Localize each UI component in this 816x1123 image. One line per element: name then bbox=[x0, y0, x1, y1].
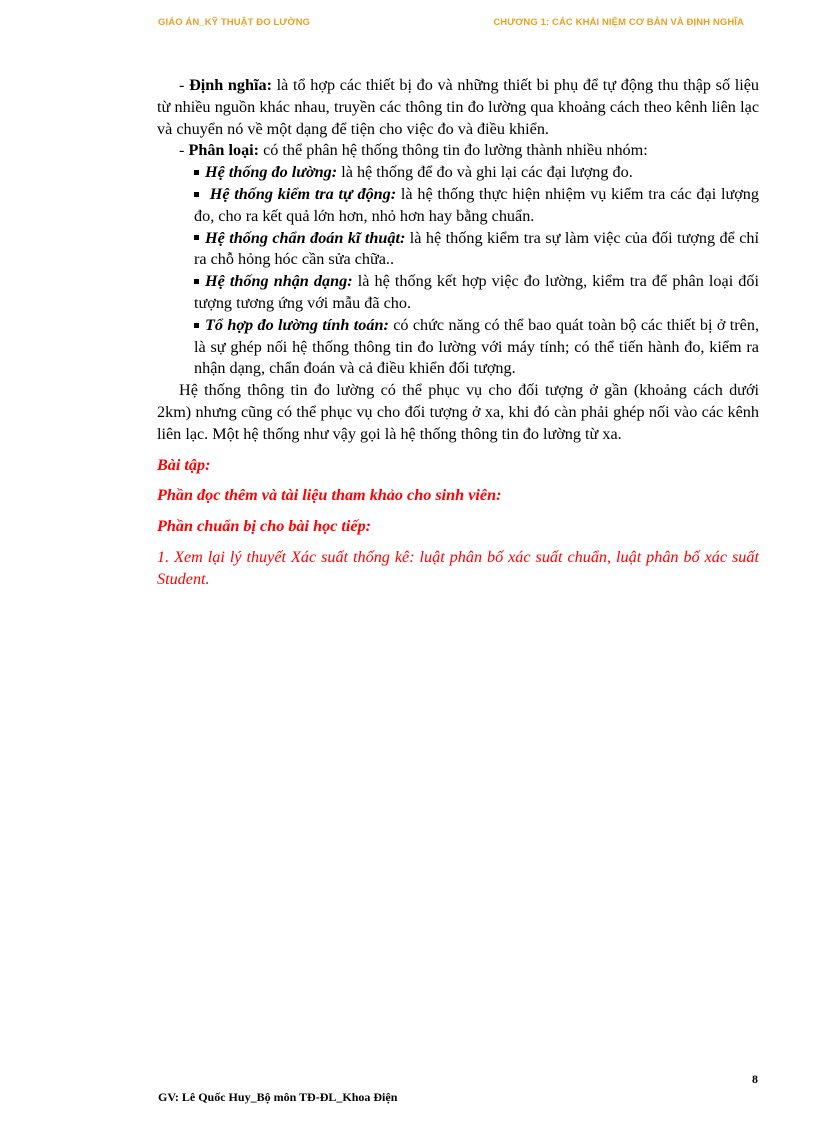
item-text: là hệ thống để đo và ghi lại các đại lượng đo. bbox=[337, 163, 633, 182]
item-term: Tổ hợp đo lường tính toán: bbox=[205, 315, 389, 334]
prep-heading: Phần chuẩn bị cho bài học tiếp: bbox=[157, 517, 372, 536]
list-item bbox=[194, 162, 759, 184]
footer-text: GV: Lê Quốc Huy_Bộ môn TĐ-ĐL_Khoa Điện bbox=[158, 1090, 398, 1104]
item-text: có chức năng có thể bao quát toàn bộ các thiết bị ở trên, là sự ghép nối hệ thống thông tin đo lường với máy tính; có thể tiến hành đo, kiểm ra nhận dạng, chẩn đoán và cả điều khiển đối tượng. bbox=[194, 315, 759, 378]
list-item bbox=[194, 315, 759, 380]
classification-dash: - bbox=[179, 141, 189, 160]
exercise-heading: Bài tập: bbox=[157, 455, 211, 474]
bullet-icon bbox=[194, 192, 199, 197]
header-right: CHƯƠNG 1: CÁC KHÁI NIỆM CƠ BẢN VÀ ĐỊNH NGHĨA bbox=[493, 17, 744, 28]
page-number: 8 bbox=[752, 1072, 758, 1086]
item-term: Hệ thống chẩn đoán kĩ thuật: bbox=[205, 228, 406, 247]
definition-paragraph bbox=[157, 75, 759, 140]
document-body bbox=[157, 75, 759, 591]
list-item bbox=[194, 184, 759, 228]
item-term: Hệ thống nhận dạng: bbox=[205, 272, 353, 291]
list-item bbox=[194, 271, 759, 315]
item-text: là hệ thống kết hợp việc đo lường, kiểm tra để phân loại đối tượng tương ứng với mẫu đã cho. bbox=[194, 272, 759, 312]
classification-paragraph bbox=[157, 140, 759, 162]
definition-term: Định nghĩa: bbox=[189, 76, 273, 94]
bullet-icon bbox=[194, 170, 199, 175]
definition-text: là tổ hợp các thiết bị đo và những thiết bi phụ để tự động thu thập số liệu từ nhiều nguồn khác nhau, truyền các thông tin đo lường qua khoảng cách theo kênh liên lạc và chuyển nó về một dạng để tiện cho việc đo và điều khiển. bbox=[157, 76, 760, 138]
classification-text: có thể phân hệ thống thông tin đo lường thành nhiều nhóm: bbox=[259, 141, 648, 160]
remote-system-paragraph: Hệ thống thông tin đo lường có thể phục vụ cho đối tượng ở gần (khoảng cách dưới 2km) nhưng cũng có thể phục vụ cho đối tượng ở xa, khi đó càn phải ghép nối vào các kênh liên lạc. Một hệ thống như vậy gọi là hệ thống thông tin đo lường từ xa. bbox=[157, 381, 759, 443]
item-term: Hệ thống đo lường: bbox=[205, 163, 338, 182]
list-item bbox=[194, 228, 759, 272]
bullet-icon bbox=[194, 235, 199, 240]
bullet-icon bbox=[194, 279, 199, 284]
item-text: là hệ thống thực hiện nhiệm vụ kiểm tra các đại lượng đo, cho ra kết quả lớn hơn, nhỏ hơn hay bằng chuẩn. bbox=[194, 184, 759, 225]
header-left: GIÁO ÁN_KỸ THUẬT ĐO LƯỜNG bbox=[158, 17, 311, 28]
item-term: Hệ thống kiểm tra tự động: bbox=[209, 184, 397, 203]
classification-term: Phân loại: bbox=[188, 141, 260, 160]
item-text: là hệ thống kiểm tra sự làm việc của đối tượng để chỉ ra chỗ hỏng hóc cần sửa chữa.. bbox=[194, 228, 759, 269]
reading-heading: Phần đọc thêm và tài liệu tham khảo cho sinh viên: bbox=[157, 486, 502, 505]
prep-item: 1. Xem lại lý thuyết Xác suất thống kê: luật phân bố xác suất chuẩn, luật phân bố xác suất Student. bbox=[157, 547, 759, 588]
bullet-icon bbox=[194, 323, 199, 328]
definition-dash: - bbox=[179, 76, 190, 94]
